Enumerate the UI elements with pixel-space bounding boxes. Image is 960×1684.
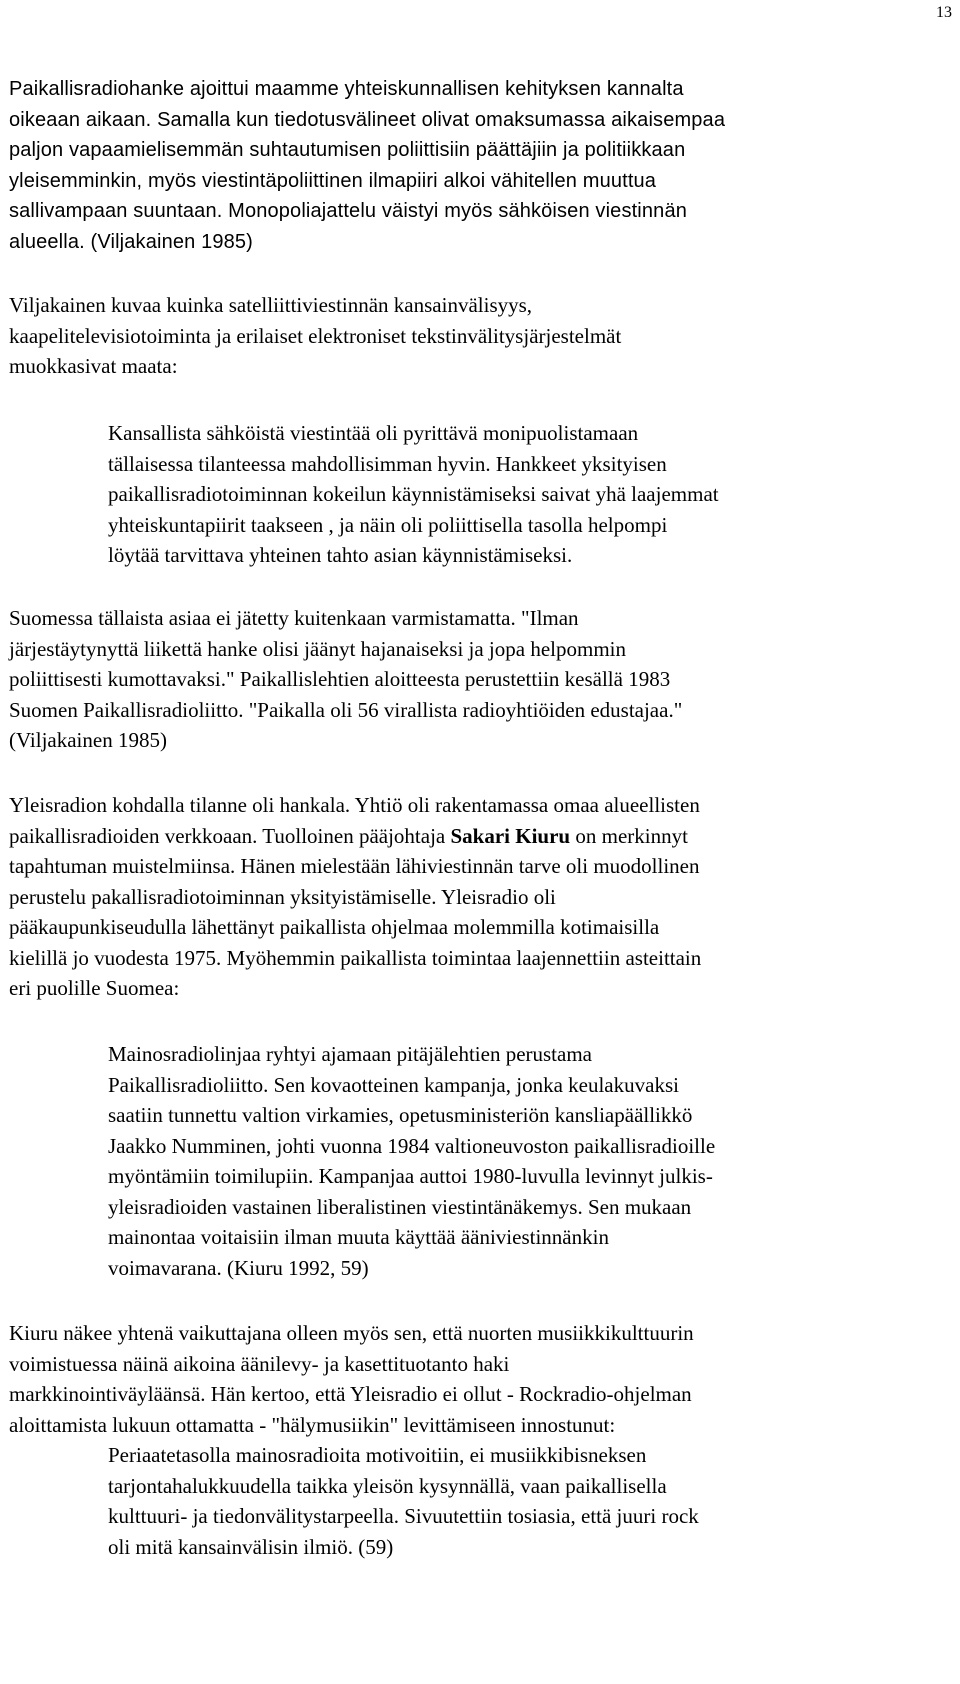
text-line: Paikallisradioliitto. Sen kovaotteinen kampanja, jonka keulakuvaksi: [108, 1072, 679, 1097]
text-line: mainontaa voitaisiin ilman muuta käyttää ääniviestinnänkin: [108, 1225, 609, 1249]
text-line: voimistuessa näinä aikoina äänilevy- ja kasettituotanto haki: [9, 1351, 510, 1376]
text-line: alueella. (Viljakainen 1985): [9, 230, 253, 253]
text-line: tarjontahalukkuudella taikka yleisön kysynnällä, vaan paikallisella: [108, 1473, 667, 1498]
text-line: perustelu pakallisradiotoiminnan yksityistämiselle. Yleisradio oli: [9, 884, 556, 909]
text-segment: on merkinnyt: [570, 823, 688, 848]
block-quote-1: [108, 418, 948, 571]
block-quote-3: [108, 1440, 948, 1562]
text-line: yleisradioiden vastainen liberalistinen viestintänäkemys. Sen mukaan: [108, 1194, 692, 1219]
text-line: kaapelitelevisiotoiminta ja erilaiset elektroniset tekstinvälitysjärjestelmät: [9, 323, 622, 348]
text-line: oli mitä kansainvälisin ilmiö. (59): [108, 1534, 394, 1559]
text-line: kulttuuri- ja tiedonvälitystarpeella. Sivuutettiin tosiasia, että juuri rock: [108, 1504, 699, 1528]
text-line: Periaatetasolla mainosradioita motivoitiin, ei musiikkibisneksen: [108, 1443, 647, 1467]
text-line: Yleisradion kohdalla tilanne oli hankala. Yhtiö oli rakentamassa omaa alueellisten: [9, 793, 700, 817]
text-line: kielillä jo vuodesta 1975. Myöhemmin paikallista toimintaa laajennettiin asteittain: [9, 945, 702, 970]
text-line: yhteiskuntapiirit taakseen , ja näin oli poliittisella tasolla helpompi: [108, 512, 668, 537]
text-line: Jaakko Numminen, johti vuonna 1984 valtioneuvoston paikallisradioille: [108, 1133, 716, 1158]
text-line: paljon vapaamielisemmän suhtautumisen poliittisiin päättäjiin ja politiikkaan: [9, 139, 686, 161]
text-line: järjestäytynyttä liikettä hanke olisi jäänyt hajanaiseksi ja jopa helpommin: [9, 636, 626, 661]
text-line: Suomessa tällaista asiaa ei jätetty kuitenkaan varmistamatta. "Ilman: [9, 606, 579, 630]
text-line: pääkaupunkiseudulla lähettänyt paikallista ohjelmaa molemmilla kotimaisilla: [9, 915, 660, 939]
text-line: markkinointiväyläänsä. Hän kertoo, että Yleisradio ei ollut - Rockradio-ohjelman: [9, 1382, 692, 1406]
text-line: [9, 821, 954, 852]
text-line: oikeaan aikaan. Samalla kun tiedotusvälineet olivat omaksumassa aikaisempaa: [9, 108, 726, 131]
paragraph-yleisradio: [9, 790, 954, 1004]
text-line: Viljakainen kuvaa kuinka satelliittiviestinnän kansainvälisyys,: [9, 293, 533, 317]
text-line: saatiin tunnettu valtion virkamies, opetusministeriön kansliapäällikkö: [108, 1103, 693, 1127]
text-line: tapahtuman muistelmiinsa. Hänen mielestään lähiviestinnän tarve oli muodollinen: [9, 854, 700, 878]
bold-name: Sakari Kiuru: [450, 823, 571, 848]
text-line: eri puolille Suomea:: [9, 976, 180, 1000]
text-line: sallivampaan suuntaan. Monopoliajattelu väistyi myös sähköisen viestinnän: [9, 200, 687, 222]
paragraph-kiuru: [9, 1318, 954, 1440]
paragraph-paikallisradioliitto: [9, 603, 954, 756]
text-line: Suomen Paikallisradioliitto. "Paikalla oli 56 virallista radioyhtiöiden edustajaa.": [9, 697, 683, 722]
text-line: muokkasivat maata:: [9, 354, 178, 378]
text-line: tällaisessa tilanteessa mahdollisimman hyvin. Hankkeet yksityisen: [108, 451, 667, 476]
paragraph-intro: [9, 74, 954, 257]
text-line: Mainosradiolinjaa ryhtyi ajamaan pitäjälehtien perustama: [108, 1042, 592, 1066]
text-line: yleisemminkin, myös viestintäpoliittinen ilmapiiri alkoi vähitellen muuttua: [9, 169, 657, 192]
text-line: Kiuru näkee yhtenä vaikuttajana olleen myös sen, että nuorten musiikkikulttuurin: [9, 1321, 694, 1345]
text-line: poliittisesti kumottavaksi." Paikallislehtien aloitteesta perustettiin kesällä 1983: [9, 667, 671, 691]
text-line: (Viljakainen 1985): [9, 728, 167, 752]
paragraph-viljakainen: [9, 290, 954, 382]
text-segment: paikallisradioiden verkkoaan. Tuolloinen pääjohtaja: [9, 823, 451, 848]
text-line: voimavarana. (Kiuru 1992, 59): [108, 1255, 369, 1280]
block-quote-2: [108, 1039, 948, 1283]
text-line: aloittamista lukuun ottamatta - "hälymusiikin" levittämiseen innostunut:: [9, 1412, 616, 1437]
text-line: Paikallisradiohanke ajoittui maamme yhteiskunnallisen kehityksen kannalta: [9, 78, 684, 100]
text-line: löytää tarvittava yhteinen tahto asian käynnistämiseksi.: [108, 543, 573, 567]
text-line: myöntämiin toimilupiin. Kampanjaa auttoi 1980-luvulla levinnyt julkis-: [108, 1164, 713, 1188]
text-line: paikallisradiotoiminnan kokeilun käynnistämiseksi saivat yhä laajemmat: [108, 482, 719, 506]
page-number: 13: [936, 4, 952, 21]
text-line: Kansallista sähköistä viestintää oli pyrittävä monipuolistamaan: [108, 421, 639, 445]
